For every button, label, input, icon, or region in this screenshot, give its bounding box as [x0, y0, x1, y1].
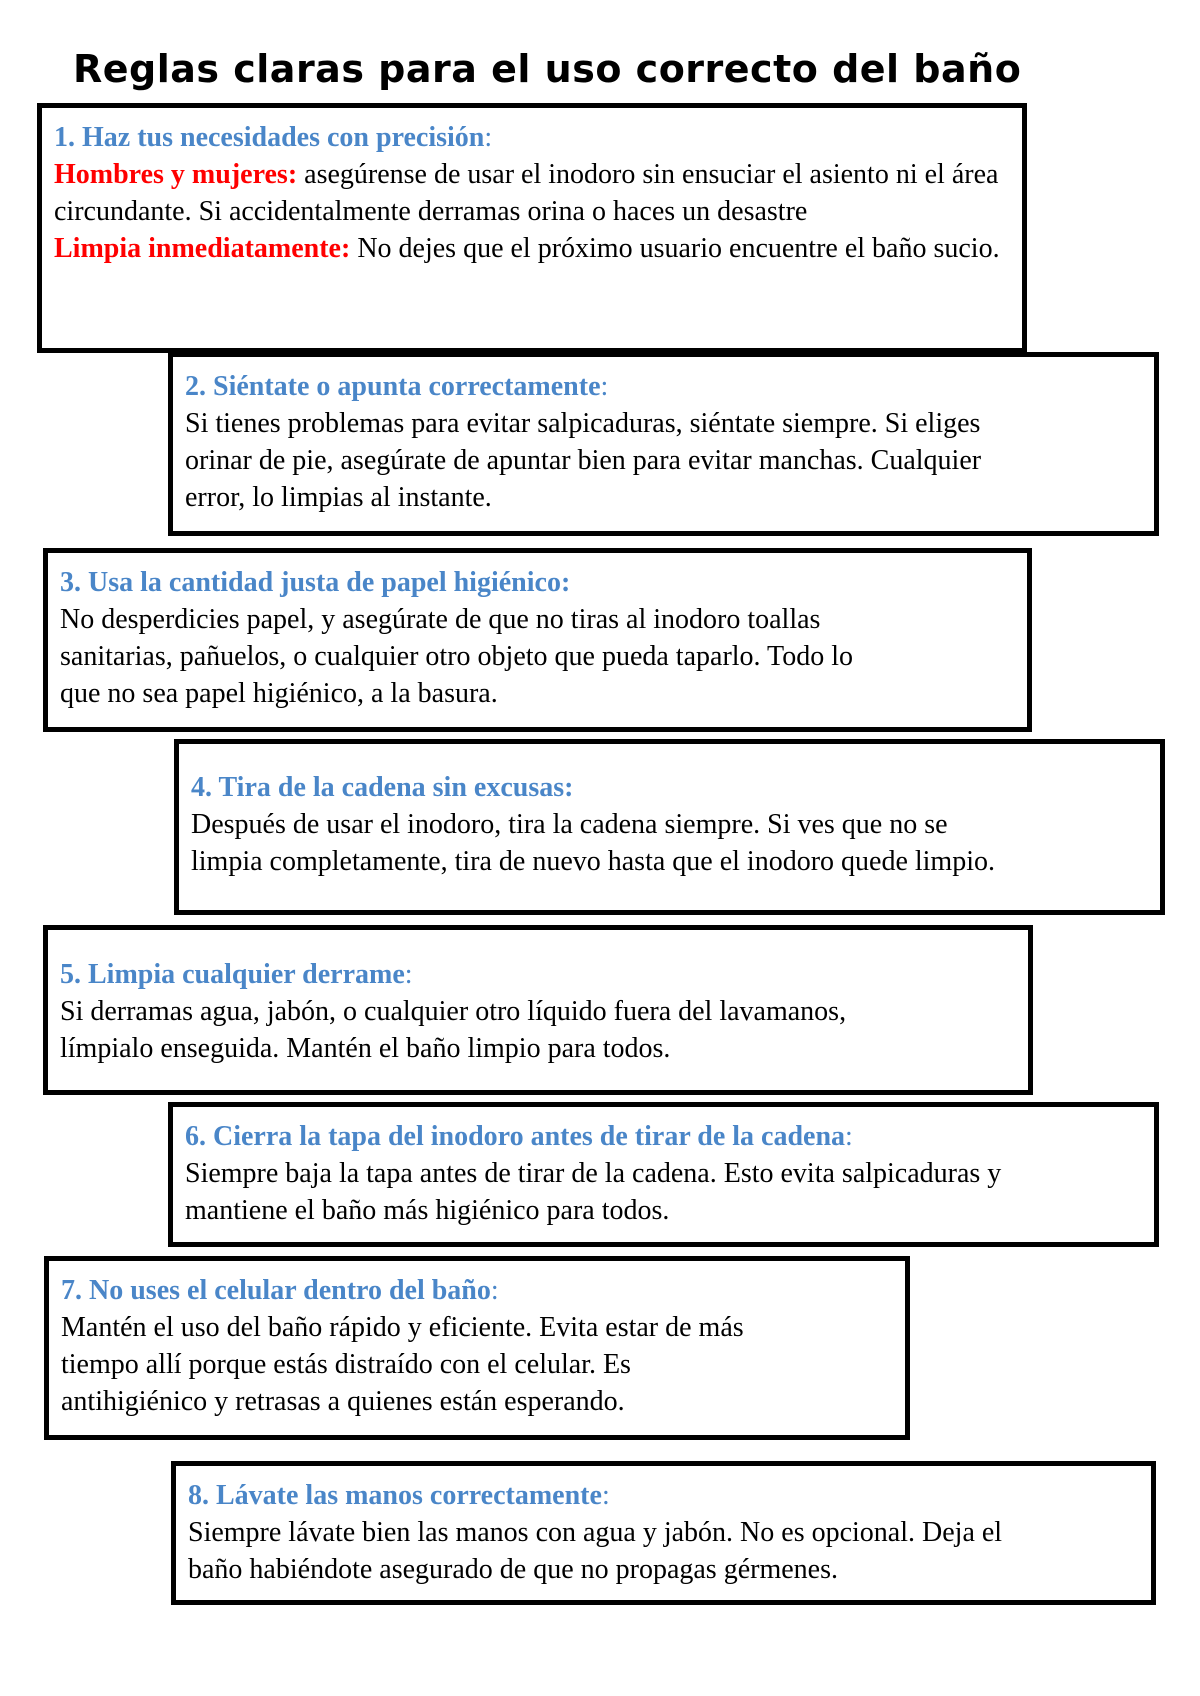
- rule-card-2: [168, 352, 1159, 536]
- rule-text-line: que no sea papel higiénico, a la basura.: [60, 678, 498, 709]
- rule-text-line: limpia completamente, tira de nuevo hasta que el inodoro quede limpio.: [191, 846, 995, 877]
- rule-heading: 5. Limpia cualquier derrame:: [60, 959, 413, 990]
- rule-heading: 7. No uses el celular dentro del baño:: [61, 1275, 499, 1306]
- rule-text-line: Si tienes problemas para evitar salpicaduras, siéntate siempre. Si eliges: [185, 408, 981, 439]
- rule-text: Hombres y mujeres: asegúrense de usar el inodoro sin ensuciar el asiento ni el área circundante. Si accidentalmente derramas orina o haces un desastre: [54, 159, 999, 227]
- rule-text-line: Siempre lávate bien las manos con agua y jabón. No es opcional. Deja el: [188, 1517, 1003, 1548]
- rule-text-line: error, lo limpias al instante.: [185, 482, 492, 513]
- rule-card-4: [174, 739, 1165, 915]
- rule-text: Limpia inmediatamente: No dejes que el próximo usuario encuentre el baño sucio.: [54, 233, 1000, 264]
- rule-heading: 6. Cierra la tapa del inodoro antes de tirar de la cadena:: [185, 1121, 853, 1152]
- rule-card-3: [43, 548, 1032, 732]
- rule-text-line: Siempre baja la tapa antes de tirar de la cadena. Esto evita salpicaduras y: [185, 1158, 1002, 1189]
- rule-text-line: tiempo allí porque estás distraído con el celular. Es: [61, 1349, 631, 1380]
- rule-heading: 1. Haz tus necesidades con precisión:: [54, 122, 493, 153]
- rule-text-line: orinar de pie, asegúrate de apuntar bien para evitar manchas. Cualquier: [185, 445, 982, 476]
- rule-card-7: [44, 1256, 910, 1440]
- rule-heading: 4. Tira de la cadena sin excusas:: [191, 772, 574, 803]
- rule-heading: 2. Siéntate o apunta correctamente:: [185, 371, 609, 402]
- rule-text-line: Mantén el uso del baño rápido y eficiente. Evita estar de más: [61, 1312, 744, 1343]
- page-title: Reglas claras para el uso correcto del baño: [73, 47, 1022, 91]
- rule-text-line: baño habiéndote asegurado de que no propagas gérmenes.: [188, 1554, 838, 1585]
- rule-card-8: [171, 1461, 1156, 1605]
- rule-text-line: sanitarias, pañuelos, o cualquier otro objeto que pueda taparlo. Todo lo: [60, 641, 853, 672]
- rule-card-1: [37, 103, 1027, 353]
- rule-card-5: [43, 925, 1033, 1095]
- rule-heading: 8. Lávate las manos correctamente:: [188, 1480, 610, 1511]
- rule-heading: 3. Usa la cantidad justa de papel higiénico:: [60, 567, 571, 598]
- highlight-label: Limpia inmediatamente:: [54, 233, 351, 264]
- rule-text-line: No desperdicies papel, y asegúrate de que no tiras al inodoro toallas: [60, 604, 821, 635]
- rule-card-6: [168, 1102, 1159, 1247]
- highlight-label: Hombres y mujeres:: [54, 159, 298, 190]
- rule-text-line: límpialo enseguida. Mantén el baño limpio para todos.: [60, 1033, 671, 1064]
- rule-text-line: Si derramas agua, jabón, o cualquier otro líquido fuera del lavamanos,: [60, 996, 847, 1027]
- rule-text-line: antihigiénico y retrasas a quienes están esperando.: [61, 1386, 625, 1417]
- rule-text-line: mantiene el baño más higiénico para todos.: [185, 1195, 670, 1226]
- rule-text-line: Después de usar el inodoro, tira la cadena siempre. Si ves que no se: [191, 809, 948, 840]
